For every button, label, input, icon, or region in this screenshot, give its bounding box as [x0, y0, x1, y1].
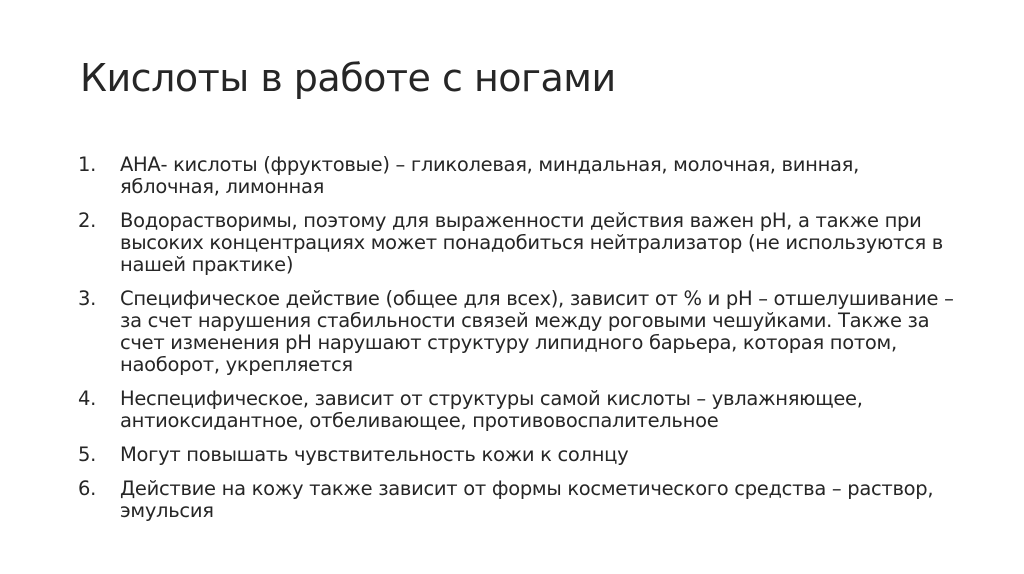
- list-item-text: Неспецифическое, зависит от структуры самой кислоты – увлажняющее, антиоксидантное, отбеливающее, противовоспалительное: [120, 387, 863, 432]
- list-item-number: 5.: [78, 443, 97, 466]
- list-item-number: 2.: [78, 209, 97, 232]
- list-item: [78, 288, 958, 376]
- list-item: [78, 210, 958, 276]
- list-item-number: 3.: [78, 287, 97, 310]
- list-item-text: Могут повышать чувствительность кожи к солнцу: [120, 443, 629, 466]
- list-item: [78, 478, 958, 522]
- slide-title: Кислоты в работе с ногами: [80, 56, 616, 100]
- list-item: [78, 154, 958, 198]
- list-item-number: 4.: [78, 387, 97, 410]
- list-item-text: Водорастворимы, поэтому для выраженности действия важен рН, а также при высоких концентрациях может понадобиться нейтрализатор (не используются в нашей практике): [120, 209, 943, 276]
- list-item: [78, 388, 958, 432]
- list-item-text: Действие на кожу также зависит от формы косметического средства – раствор, эмульсия: [120, 477, 934, 522]
- list-item: [78, 444, 958, 466]
- list-item-number: 1.: [78, 153, 97, 176]
- list-item-number: 6.: [78, 477, 97, 500]
- list-item-text: Специфическое действие (общее для всех), зависит от % и рН – отшелушивание – за счет нарушения стабильности связей между роговыми чешуйками. Также за счет изменения рН нарушают структуру липидного барьера, которая потом, наоборот, укрепляется: [120, 287, 954, 376]
- numbered-list: [78, 154, 958, 534]
- list-item-text: АНА- кислоты (фруктовые) – гликолевая, миндальная, молочная, винная, яблочная, лимонная: [120, 153, 859, 198]
